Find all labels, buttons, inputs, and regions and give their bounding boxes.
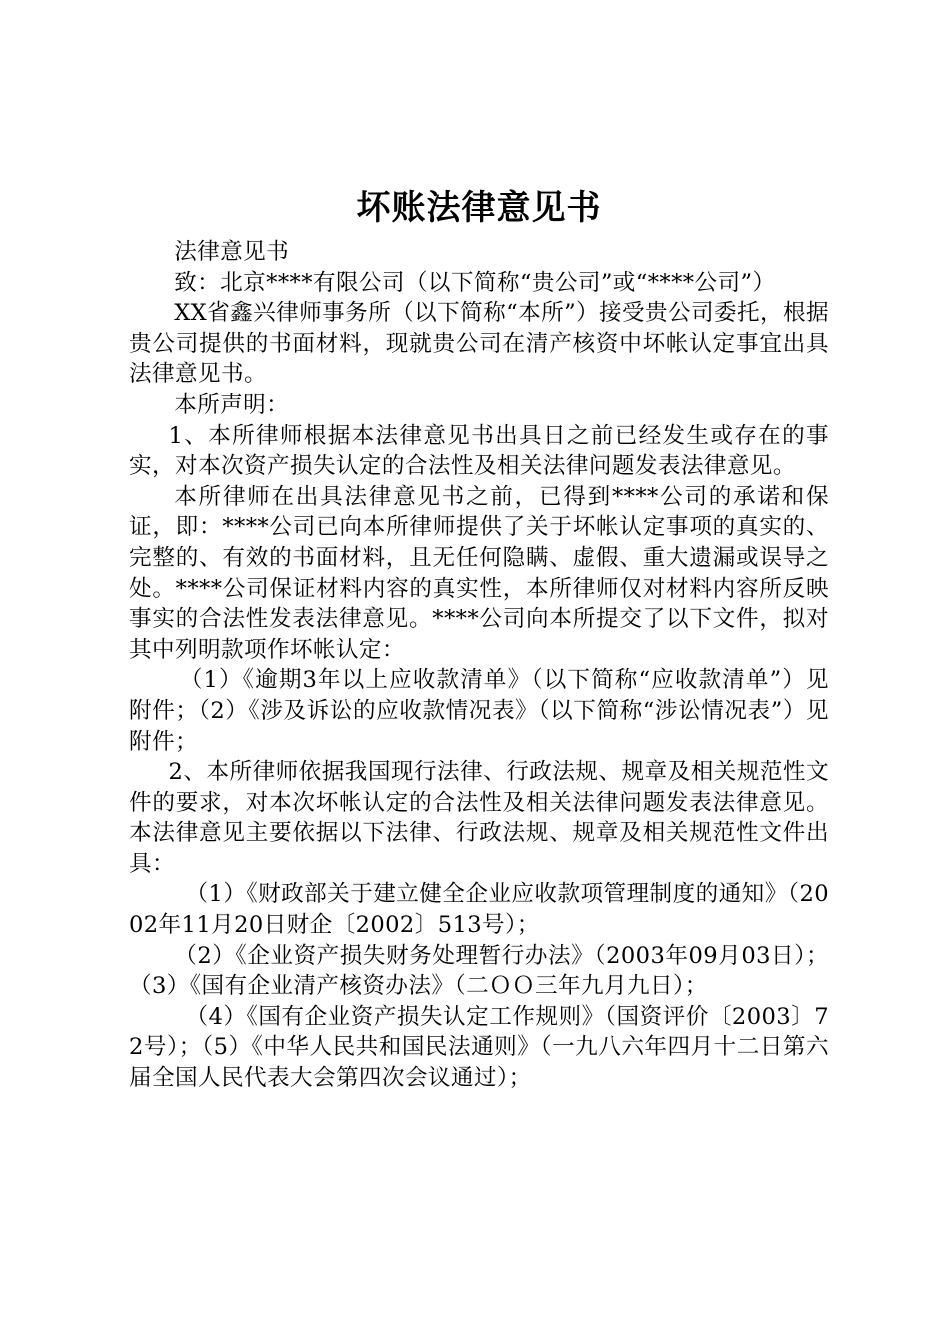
paragraph-intro: XX省鑫兴律师事务所（以下简称“本所”）接受贵公司委托，根据贵公司提供的书面材料，现就贵公司在清产核资中坏帐认定事宜出具法律意见书。 — [129, 300, 829, 388]
document-title: 坏账法律意见书 — [356, 188, 602, 228]
paragraph-undertaking: 本所律师在出具法律意见书之前，已得到****公司的承诺和保证，即：****公司已向本所律师提供了关于坏帐认定事项的真实的、完整的、有效的书面材料，且无任何隐瞒、虚假、重大遗漏或误导之处。****公司保证材料内容的真实性，本所律师仅对材料内容所反映事实的合法性发表法律意见。****公司向本所提交了以下文件，拟对其中列明款项作坏帐认定： — [129, 483, 829, 663]
document-body — [129, 237, 829, 1094]
paragraph-legal-basis-4-5: （4）《国有企业资产损失认定工作规则》（国资评价〔2003〕72号）；（5）《中华人民共和国民法通则》（一九八六年四月十二日第六届全国人民代表大会第四次会议通过）； — [129, 1003, 829, 1092]
paragraph-declaration-2: 2、本所律师依据我国现行法律、行政法规、规章及相关规范性文件的要求，对本次坏帐认定的合法性及相关法律问题发表法律意见。本法律意见主要依据以下法律、行政法规、规章及相关规范性文件出具： — [129, 759, 829, 877]
paragraph-submitted-documents: （1）《逾期3年以上应收款清单》（以下简称“应收款清单”）见附件；（2）《涉及诉讼的应收款情况表》（以下简称“涉讼情况表”）见附件； — [129, 667, 829, 755]
paragraph-legal-basis-1: （1）《财政部关于建立健全企业应收款项管理制度的通知》（2002年11月20日财企〔2002〕513号）； — [129, 881, 829, 939]
paragraph-declaration-1: 1、本所律师根据本法律意见书出具日之前已经发生或存在的事实，对本次资产损失认定的合法性及相关法律问题发表法律意见。 — [129, 422, 829, 480]
paragraph-addressee: 致：北京****有限公司（以下简称“贵公司”或“****公司”） — [174, 269, 776, 296]
paragraph-heading: 法律意见书 — [174, 239, 290, 265]
paragraph-declaration-heading: 本所声明： — [174, 391, 290, 418]
paragraph-legal-basis-2-3: （2）《企业资产损失财务处理暂行办法》（2003年09月03日）；（3）《国有企业清产核资办法》（二ＯＯ三年九月九日）； — [129, 942, 829, 1000]
document-page — [129, 0, 829, 1344]
